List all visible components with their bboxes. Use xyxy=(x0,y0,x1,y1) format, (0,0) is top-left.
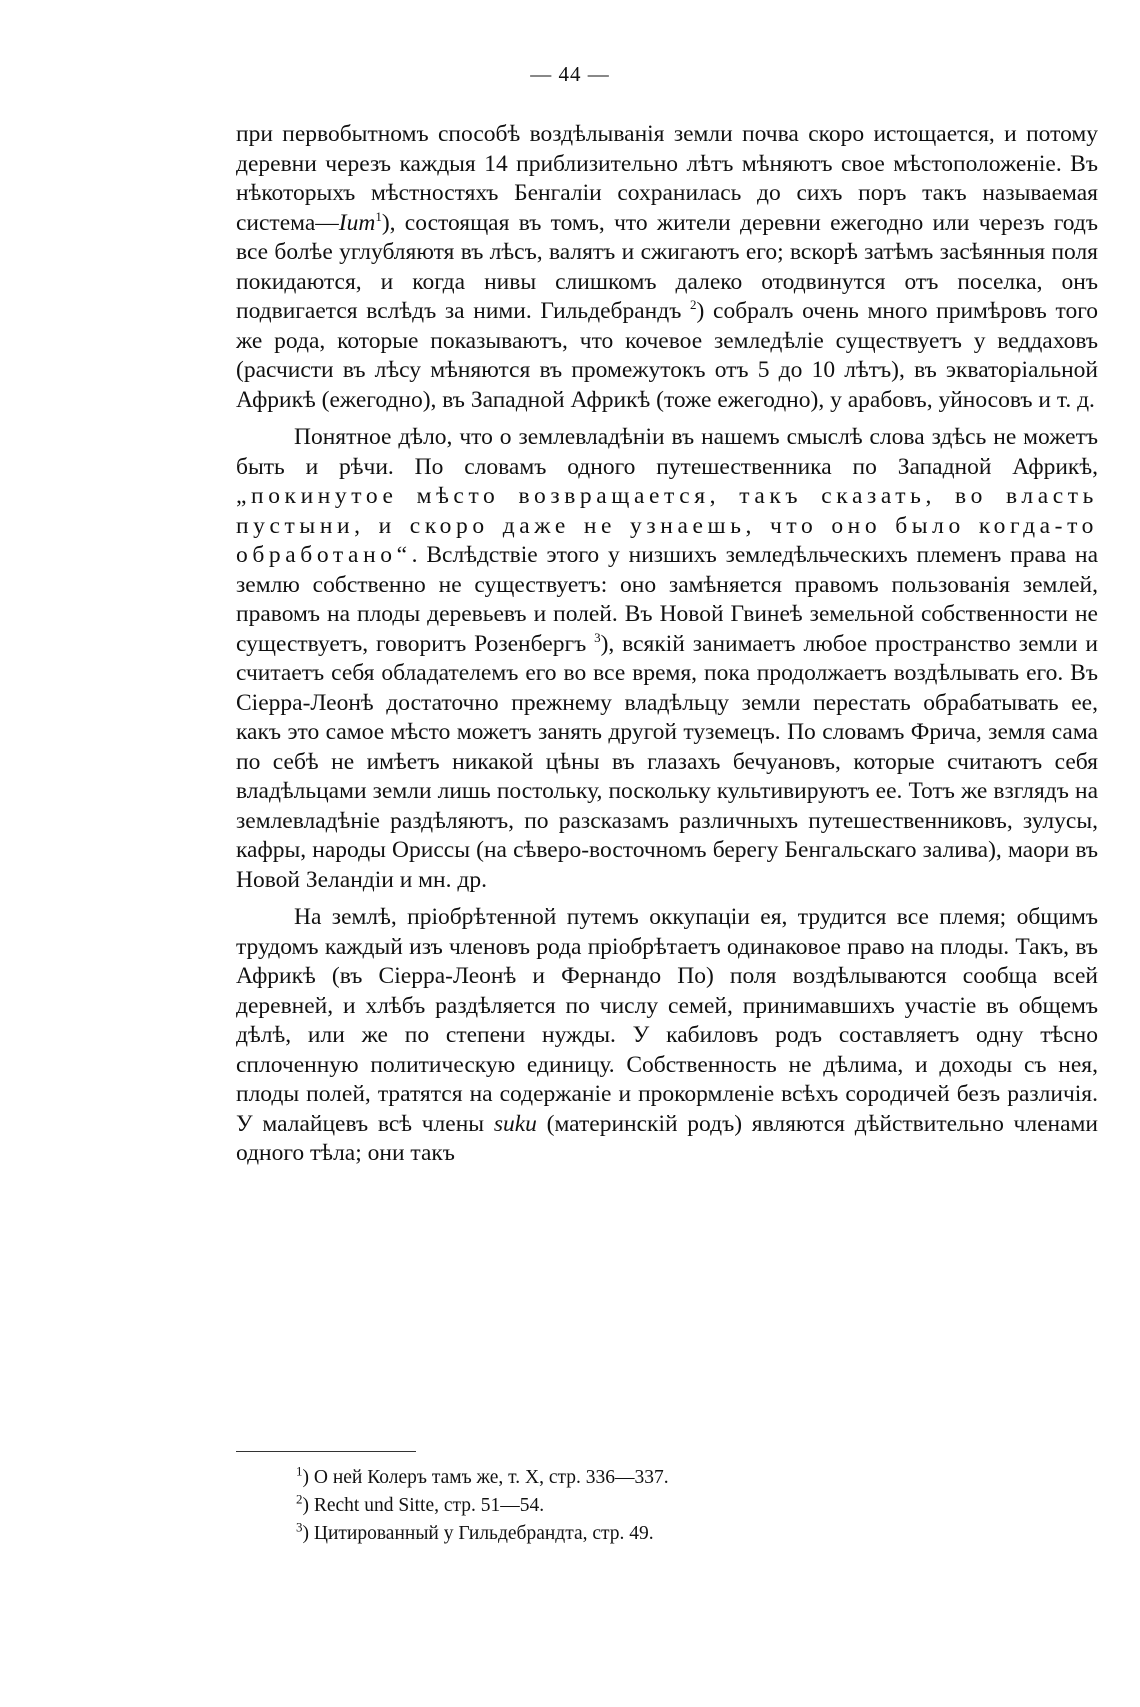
body-text xyxy=(236,120,1098,1177)
footnote-3 xyxy=(296,1520,1076,1548)
footnote-1-text: ) О ней Колеръ тамъ же, т. X, стр. 336—337. xyxy=(302,1467,669,1488)
paragraph-2-text-before: Понятное дѣло, что о землевладѣніи въ нашемъ смыслѣ слова здѣсь не можетъ быть и рѣчи. По словамъ одного путешественника по Западной Африкѣ, xyxy=(236,424,1098,480)
footnote-2 xyxy=(296,1492,1076,1520)
footnote-1-mark: 1 xyxy=(296,1463,303,1479)
paragraph-1-text-middle: ), состоящая въ томъ, что жители деревни ежегодно или черезъ годъ все болѣе углубляютя въ лѣсъ, валятъ и сжигаютъ его; вскорѣ затѣмъ засѣянныя поля покидаются, и когда нивы слишкомъ далеко отодвинутся отъ поселка, онъ подвигается вслѣдъ за ними. Гильдебрандъ xyxy=(236,209,1098,324)
footnote-3-mark: 3 xyxy=(296,1519,303,1535)
paragraph-3 xyxy=(236,903,1098,1169)
footnote-2-text: ) Recht und Sitte, стр. 51—54. xyxy=(302,1495,545,1516)
footnotes xyxy=(296,1464,1076,1548)
footnote-ref-1[interactable]: 1 xyxy=(375,208,382,224)
italic-term-suku: suku xyxy=(493,1110,537,1137)
paragraph-2-text-middle: . Вслѣдствіе этого у низшихъ земледѣльческихъ племенъ права на землю собственно не существуетъ: оно замѣняется правомъ пользованія землей, правомъ на плоды деревьевъ и полей. Въ Новой Гвинеѣ земельной собственности не существуетъ, говоритъ Розенбергъ xyxy=(236,542,1098,657)
footnote-3-text: ) Цитированный у Гильдебрандта, стр. 49. xyxy=(302,1523,654,1544)
paragraph-2-text-after: ), всякій занимаетъ любое пространство земли и считаетъ себя обладателемъ его во все время, пока продолжаетъ воздѣлывать его. Въ Сіерра-Леонѣ достаточно прежнему владѣльцу земли перестать обрабатывать ее, какъ это самое мѣсто можетъ занять другой туземецъ. По словамъ Фрича, земля сама по себѣ не имѣетъ никакой цѣны въ глазахъ бечуановъ, которые считаютъ себя владѣльцами земли лишь постольку, поскольку культивируютъ ее. Тотъ же взглядъ на землевладѣніе раздѣляютъ, по разсказамъ различныхъ путешественниковъ, зулусы, кафры, народы Ориссы (на сѣверо-восточномъ берегу Бенгальскаго залива), маори въ Новой Зеландіи и мн. др. xyxy=(236,630,1098,893)
paragraph-1 xyxy=(236,120,1098,415)
paragraph-1-text-before: при первобытномъ способѣ воздѣлыванія земли почва скоро истощается, и потому деревни черезъ каждыя 14 приблизительно лѣтъ мѣняютъ свое мѣстоположеніе. Въ нѣкоторыхъ мѣстностяхъ Бенгаліи сохранилась до сихъ поръ такъ называемая система— xyxy=(236,121,1098,236)
italic-term-jum: Іит xyxy=(338,209,376,236)
footnote-divider xyxy=(236,1451,416,1452)
paragraph-2 xyxy=(236,423,1098,895)
footnote-2-mark: 2 xyxy=(296,1491,303,1507)
footnote-1 xyxy=(296,1464,1076,1492)
footnote-ref-3[interactable]: 3 xyxy=(594,629,601,645)
page-number: — 44 — xyxy=(530,62,610,86)
paragraph-3-text-before: На землѣ, пріобрѣтенной путемъ оккупаціи ея, трудится все племя; общимъ трудомъ каждый изъ членовъ рода пріобрѣтаетъ одинаковое право на плоды. Такъ, въ Африкѣ (въ Сіерра-Леонѣ и Фернандо По) поля воздѣлываются сообща всей деревней, и хлѣбъ раздѣляется по числу семей, принимавшихъ участіе въ общемъ дѣлѣ, или же по степени нужды. У кабиловъ родъ составляетъ одну тѣсно сплоченную политическую единицу. Собственность не дѣлима, и доходы съ нея, плоды полей, тратятся на содержаніе и прокормленіе всѣхъ сородичей безъ различія. У малайцевъ всѣ члены xyxy=(236,904,1098,1137)
footnote-ref-2[interactable]: 2 xyxy=(690,297,697,313)
paragraph-1-text-after: ) собралъ очень много примѣровъ того же рода, которые показываютъ, что кочевое земледѣліе существуетъ у веддаховъ (расчисти въ лѣсу мѣняются въ промежутокъ отъ 5 до 10 лѣтъ), въ экваторіальной Африкѣ (ежегодно), въ Западной Африкѣ (тоже ежегодно), у арабовъ, уйносовъ и т. д. xyxy=(236,298,1099,413)
paragraph-3-text-after: (материнскій родъ) являются дѣйствительно членами одного тѣла; они такъ xyxy=(236,1110,1098,1166)
spaced-quote: „покинутое мѣсто возвращается, такъ сказать, во власть пустыни, и скоро даже не узнаешь, что оно было когда-то обработано“ xyxy=(236,483,1098,568)
